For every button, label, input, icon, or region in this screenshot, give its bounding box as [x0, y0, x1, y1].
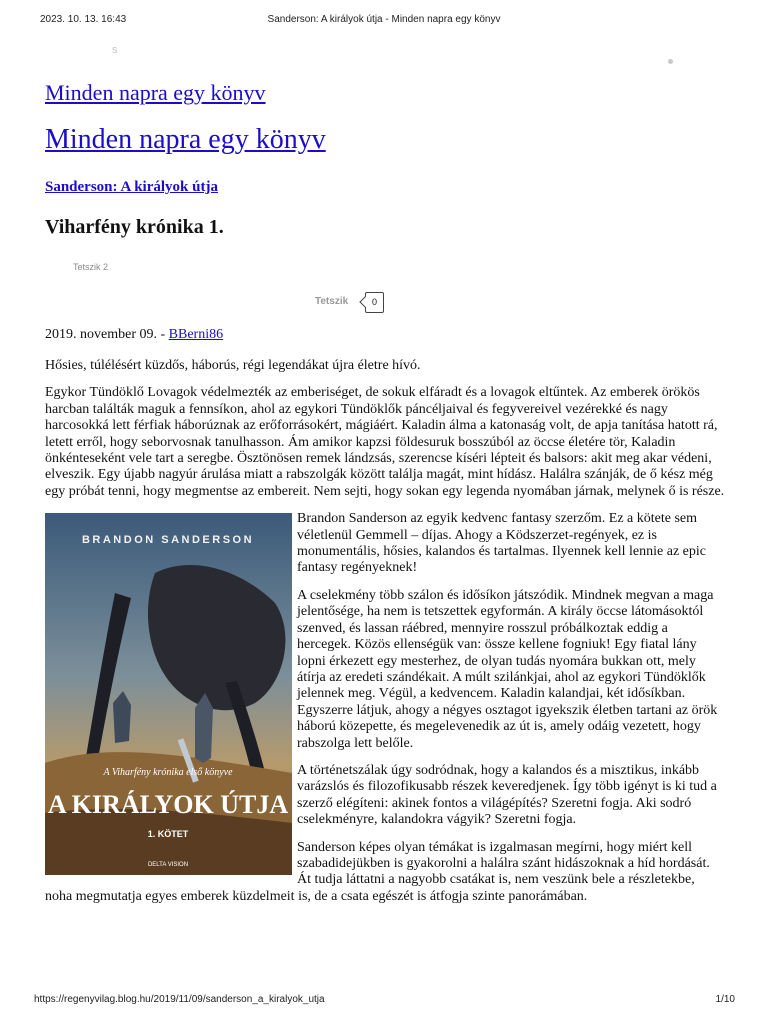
- like-button[interactable]: Tetszik: [315, 296, 349, 307]
- paragraph-5: Sanderson képes olyan témákat is izgalmasan megírni, hogy miért kell szabadidejükben is gyakorolni a halálra szánt hidászoknak a híd hordását. Át tudja láttatni a nagyobb csatákat is, nem veszünk bele a részletekbe, noha megmutatja egyes emberek küzdelmeit is, de a csata egészét is átfogja szinte panorámában.: [45, 839, 710, 904]
- print-url: https://regenyvilag.blog.hu/2019/11/09/sanderson_a_kiralyok_utja: [34, 994, 325, 1005]
- print-page-number: 1/10: [715, 994, 735, 1005]
- post-title-link[interactable]: Sanderson: A királyok útja: [45, 179, 218, 195]
- blog-name-link[interactable]: Minden napra egy könyv: [45, 80, 266, 105]
- book-cover-image: [45, 513, 292, 875]
- author-link[interactable]: BBerni86: [168, 327, 224, 342]
- post-date: 2019. november 09. -: [45, 327, 169, 342]
- paragraph-3: A cselekmény több szálon és idősíkon játszódik. Mindnek megvan a maga jelentősége, ha nem is tetszettek egyformán. A király öccse látomásoktól szenved, és lassan ráébred, mennyire rosszul próbálkoztak eddig a hercegek. Közös ellenségük van: össze kellene fogniuk! Egy fiatal lány lopni érkezett egy mesterhez, de olyan tudás nyomára bukkan ott, mely átírja az eredeti szándékait. A múlt szilánkjai, ahol az egykori Tündöklők jelennek meg. Végül, a kedvencem. Kaladin kalandjai, két idősíkban. Egyszerre látjuk, ahogy a négyes osztagot igyekszik életben tartani az örök háború közepette, és megelevenedik az út is, amely odáig vezetett, hogy rabszolga lett belőle.: [297, 587, 718, 751]
- paragraph-1: Egykor Tündöklő Lovagok védelmezték az emberiséget, de sokuk elfáradt és a lovagok eltűntek. Az emberek örökös harcban találták maguk a fennsíkon, ahol az egykori Tündöklők páncéljaival és fegyvereivel vezérekké és nagy harcosokká lett férfiak háborúznak az erőforrásokért, mágiáért. Kaladin álma a katonaság volt, de apja tanítása hatott rá, letett erről, hogy seborvosnak tanulhasson. Ám amikor kapzsi földesuruk bosszúból az öccse életére tör, Kaladin önkénteseként vele tart a seregbe. Ösztönösen remek lándzsás, szerencse kíséri lépteit és balsors: akit meg akar védeni, elveszik. Egy újabb nagyúr árulása miatt a rabszolgák között találja magát, mint hídász. Halálra szánják, de ő kész még egy próbát tenni, hogy megmentse az embereit. Nem sejti, hogy sokan egy legenda nyomában járnak, melynek ő is része.: [45, 385, 725, 499]
- print-datetime: 2023. 10. 13. 16:43: [40, 14, 127, 25]
- like-count: 2: [103, 262, 109, 272]
- post-body: [45, 358, 725, 916]
- cover-author: BRANDON SANDERSON: [81, 534, 255, 547]
- blog-title-link[interactable]: Minden napra egy könyv: [45, 124, 326, 155]
- post-byline: [45, 327, 223, 343]
- print-page-title: Sanderson: A királyok útja - Minden napra egy könyv: [267, 14, 501, 25]
- post-tagline: Hősies, túlélésért küzdős, háborús, régi legendákat újra életre hívó.: [45, 358, 421, 373]
- cover-volume: 1. KÖTET: [147, 829, 189, 840]
- ghost-letter: s: [112, 44, 118, 56]
- paragraph-4: A történetszálak úgy sodródnak, hogy a kalandos és a misztikus, inkább varázslós és filozofikusabb részek keveredjenek. Így több igényt is ki tud a szerző elégíteni: akinek fontos a világépítés? Szeretni fogja. Aki sodró cselekményre, kalandokra vágyik? Szeretni fogja.: [297, 762, 717, 828]
- cover-title: A KIRÁLYOK ÚTJA: [47, 790, 289, 820]
- cover-series: A Viharfény krónika első könyve: [103, 767, 233, 779]
- cover-publisher: DELTA VISION: [147, 862, 189, 869]
- like-label: Tetszik: [73, 262, 101, 272]
- ghost-dot-icon: [668, 59, 673, 64]
- paragraph-2: Brandon Sanderson az egyik kedvenc fantasy szerzőm. Ez a kötete sem véletlenül Gemmell – díjas. Ahogy a Ködszerzet-regények, ez is monumentális, hősies, kalandos és tartalmas. Ilyennek kell lennie az epic fantasy regényeknek!: [297, 511, 706, 576]
- like-widget-top[interactable]: [73, 262, 108, 272]
- like-count-bubble: 0: [365, 292, 384, 313]
- post-heading: Viharfény krónika 1.: [45, 216, 224, 238]
